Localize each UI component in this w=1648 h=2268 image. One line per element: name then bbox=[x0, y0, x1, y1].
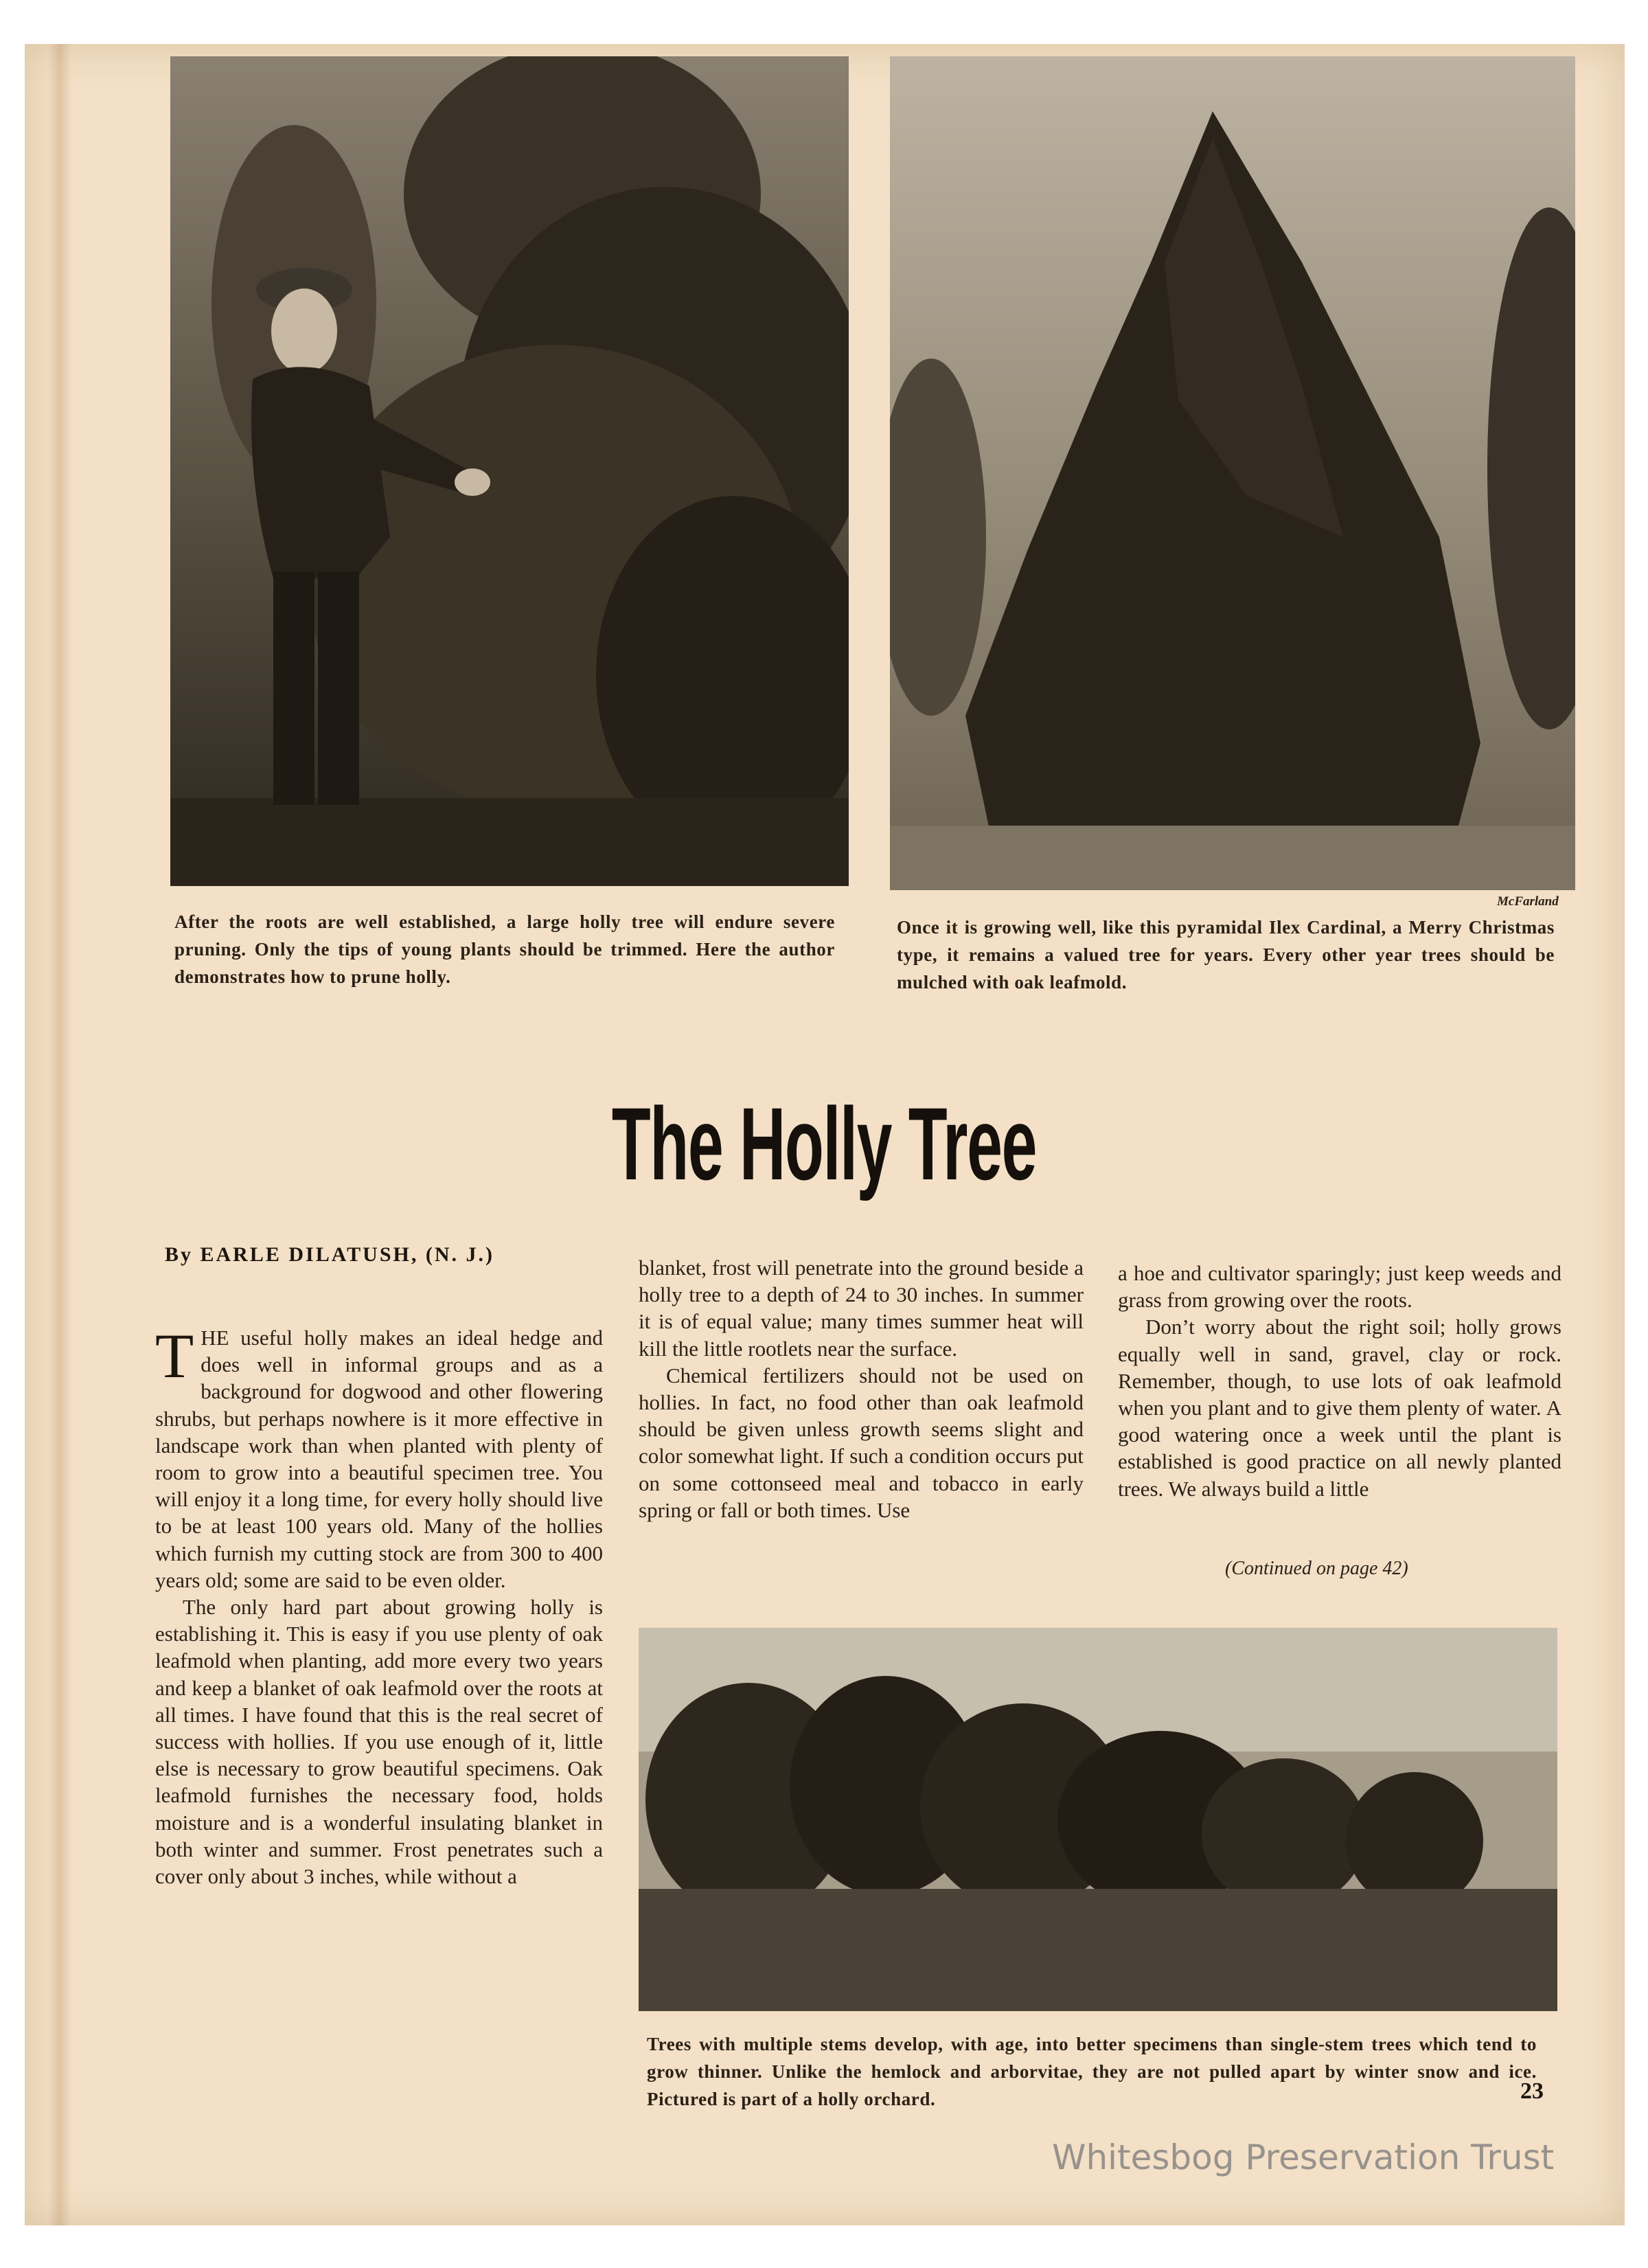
continued-note: (Continued on page 42) bbox=[1225, 1558, 1408, 1579]
caption-holly-orchard: Trees with multiple stems develop, with age, into better specimens than single-stem trees which tend to grow thinner. Unlike the hemlock and arborvitae, they are not pulled apart by winter snow and ice. Pictured is part of a holly orchard. bbox=[647, 2034, 1537, 2109]
drop-cap: T bbox=[155, 1321, 194, 1391]
photo-credit: McFarland bbox=[1497, 894, 1559, 909]
watermark: Whitesbog Preservation Trust bbox=[1052, 2137, 1555, 2177]
article-column-2 bbox=[639, 1254, 1084, 1523]
photo-pruning-holly bbox=[170, 56, 849, 886]
paragraph bbox=[155, 1321, 603, 1594]
article-column-1 bbox=[155, 1321, 603, 1890]
page-number: 23 bbox=[1520, 2078, 1544, 2104]
paragraph: The only hard part about growing holly is establishing it. This is easy if you use plenty of oak leafmold when planting, add more every two years and keep a blanket of oak leafmold over the roots at all times. I have found that this is the real secret of success with hollies. If you use enough of it, little else is necessary to grow beautiful specimens. Oak leafmold furnishes the necessary food, holds moisture and is a wonderful insulating blanket in both winter and summer. Frost penetrates such a cover only about 3 inches, while without a bbox=[155, 1595, 603, 1889]
paragraph: a hoe and cultivator sparingly; just keep weeds and grass from growing over the roots. bbox=[1118, 1261, 1561, 1313]
byline: By EARLE DILATUSH, (N. J.) bbox=[165, 1243, 494, 1266]
page-fold-shadow bbox=[48, 44, 71, 2225]
caption-ilex-cardinal: Once it is growing well, like this pyramidal Ilex Cardinal, a Merry Christmas type, it remains a valued tree for years. Every other year trees should be mulched with oak leafmold. bbox=[897, 917, 1555, 993]
photo-holly-orchard bbox=[639, 1628, 1557, 2011]
paragraph-text: HE useful holly makes an ideal hedge and does well in informal groups and as a background for dogwood and other flowering shrubs, but perhaps nowhere is it more effective in landscape work than when planted with plenty of room to grow into a beautiful specimen tree. You will enjoy it a long time, for every holly should live to be at least 100 years old. Many of the hollies which furnish my cutting stock are from 300 to 400 years old; some are said to be even older. bbox=[155, 1326, 603, 1592]
paragraph: blanket, frost will penetrate into the ground beside a holly tree to a depth of 24 to 30 inches. In summer it is of equal value; many times summer heat will kill the little rootlets near the surface. bbox=[639, 1256, 1084, 1361]
article-title: The Holly Tree bbox=[611, 1086, 1037, 1201]
paragraph: Don’t worry about the right soil; holly grows equally well in sand, gravel, clay or rock. Remember, though, to use lots of oak leafmold when you plant and to give them plenty of water. A good watering once a week until the plant is established is good practice on all newly planted trees. We always build a little bbox=[1118, 1315, 1561, 1501]
article-column-3 bbox=[1118, 1260, 1561, 1502]
caption-pruning-photo: After the roots are well established, a large holly tree will endure severe pruning. Only the tips of young plants should be trimmed. Here the author demonstrates how to prune holly. bbox=[174, 911, 835, 987]
paragraph: Chemical fertilizers should not be used on hollies. In fact, no food other than oak leafmold should be given unless growth seems slight and color somewhat light. If such a condition occurs put on some cottonseed meal and tobacco in early spring or fall or both times. Use bbox=[639, 1363, 1084, 1522]
photo-ilex-cardinal bbox=[890, 56, 1575, 890]
